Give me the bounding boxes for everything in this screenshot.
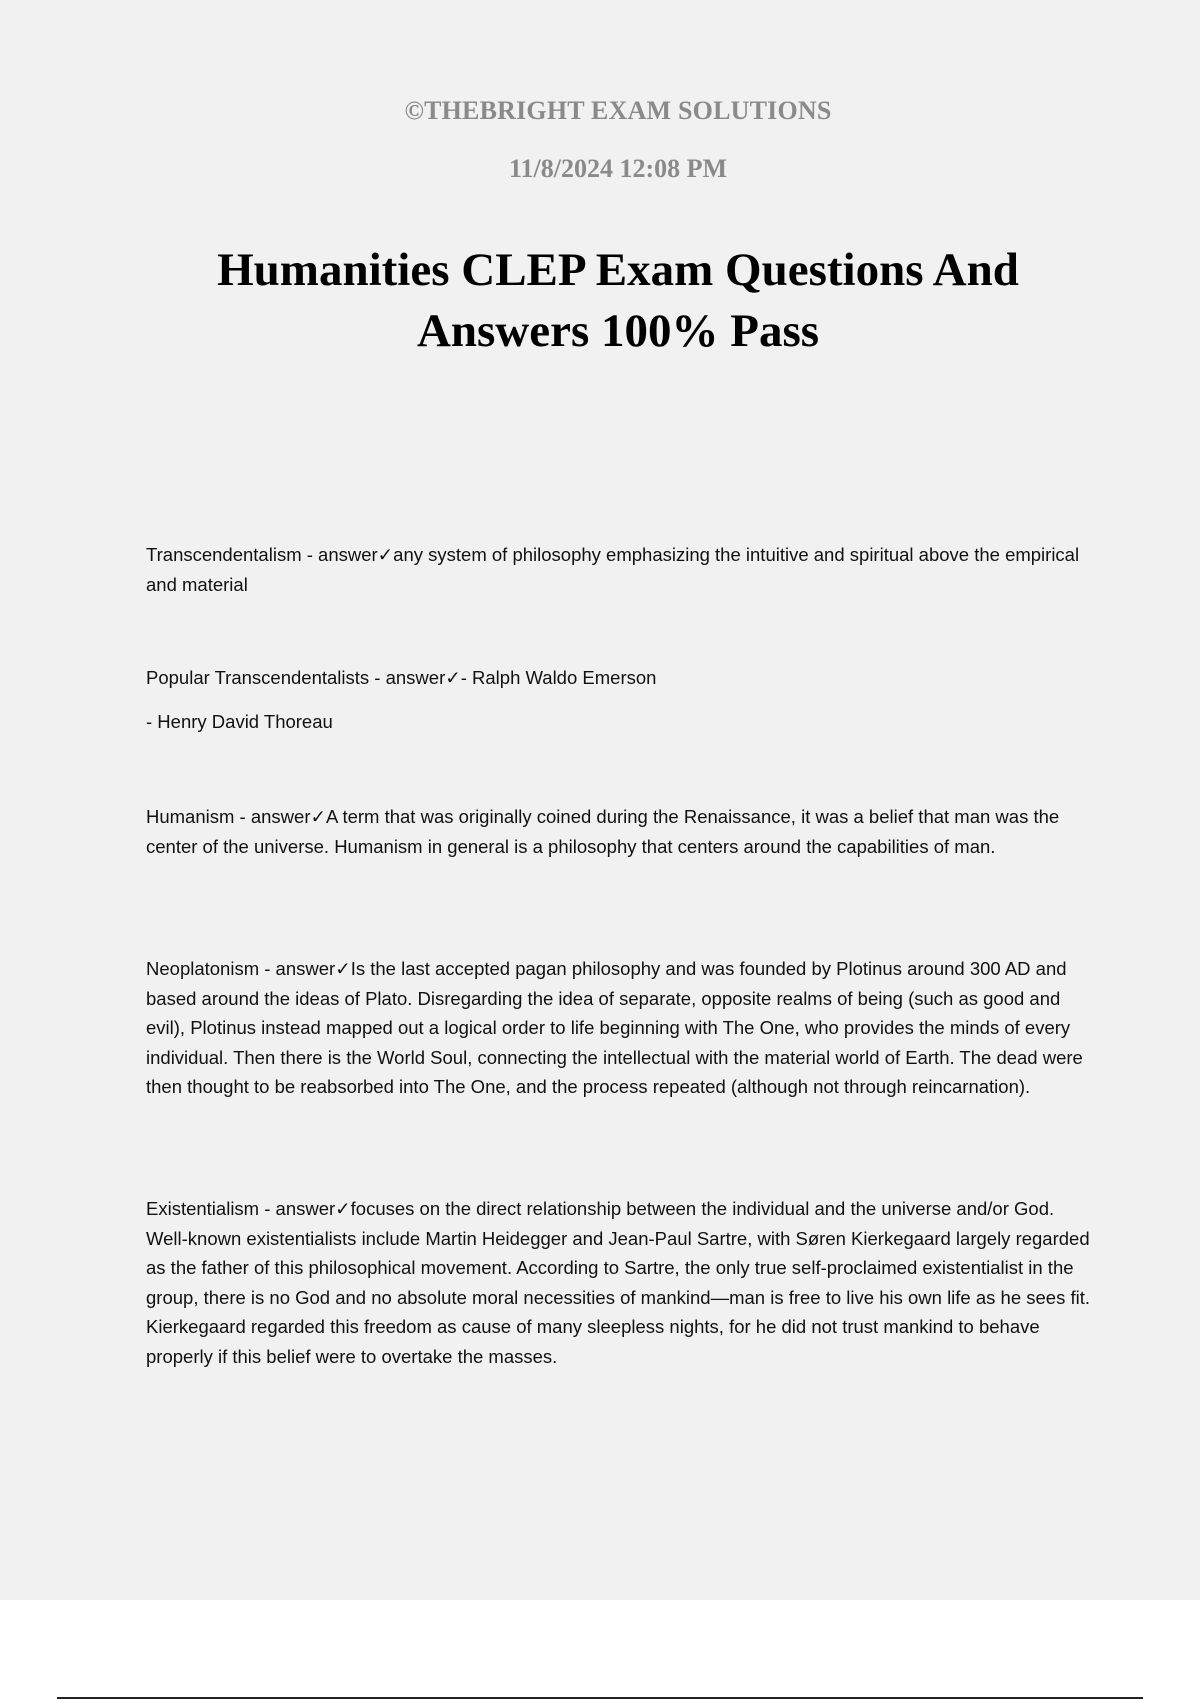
document-title: Humanities CLEP Exam Questions And Answers 100% Pass (217, 244, 1019, 357)
entry-text: Neoplatonism - answer✓Is the last accepted pagan philosophy and was founded by Plotinus around 300 AD and based around the ideas of Plato. Disregarding the idea of separate, opposite realms of being (such as good and evil), Plotinus instead mapped out a logical order to life beginning with The One, who provides the minds of every individual. Then there is the World Soul, connecting the intellectual with the material world of Earth. The dead were then thought to be reabsorbed into The One, and the process repeated (although not through reincarnation). (146, 958, 1083, 1097)
entry-humanism (146, 802, 1090, 861)
page-divider (57, 1697, 1143, 1699)
brand-watermark: ©THEBRIGHT EXAM SOLUTIONS (404, 96, 832, 125)
entry-text: Humanism - answer✓A term that was originally coined during the Renaissance, it was a belief that man was the center of the universe. Humanism in general is a philosophy that centers around the capabilities of man. (146, 806, 1060, 857)
entry-continuation: - Henry David Thoreau (146, 710, 333, 732)
entry-text: Existentialism - answer✓focuses on the direct relationship between the individual and the universe and/or God. Well-known existentialists include Martin Heidegger and Jean-Paul Sartre, with Søren Kierkegaard largely regarded as the father of this philosophical movement. According to Sartre, the only true self-proclaimed existentialist in the group, there is no God and no absolute moral necessities of mankind—man is free to live his own life as he sees fit. Kierkegaard regarded this freedom as cause of many sleepless nights, for he did not trust mankind to behave properly if this belief were to overtake the masses. (146, 1198, 1090, 1367)
entry-existentialism (146, 1194, 1090, 1371)
entry-text: Popular Transcendentalists - answer✓- Ralph Waldo Emerson (146, 667, 657, 688)
entry-text: Transcendentalism - answer✓any system of philosophy emphasizing the intuitive and spiritual above the empirical and material (146, 544, 1080, 595)
entry-popular-transcendentalists (146, 663, 1090, 736)
timestamp-watermark: 11/8/2024 12:08 PM (508, 154, 728, 183)
entry-transcendentalism (146, 540, 1090, 599)
entry-neoplatonism (146, 954, 1090, 1102)
